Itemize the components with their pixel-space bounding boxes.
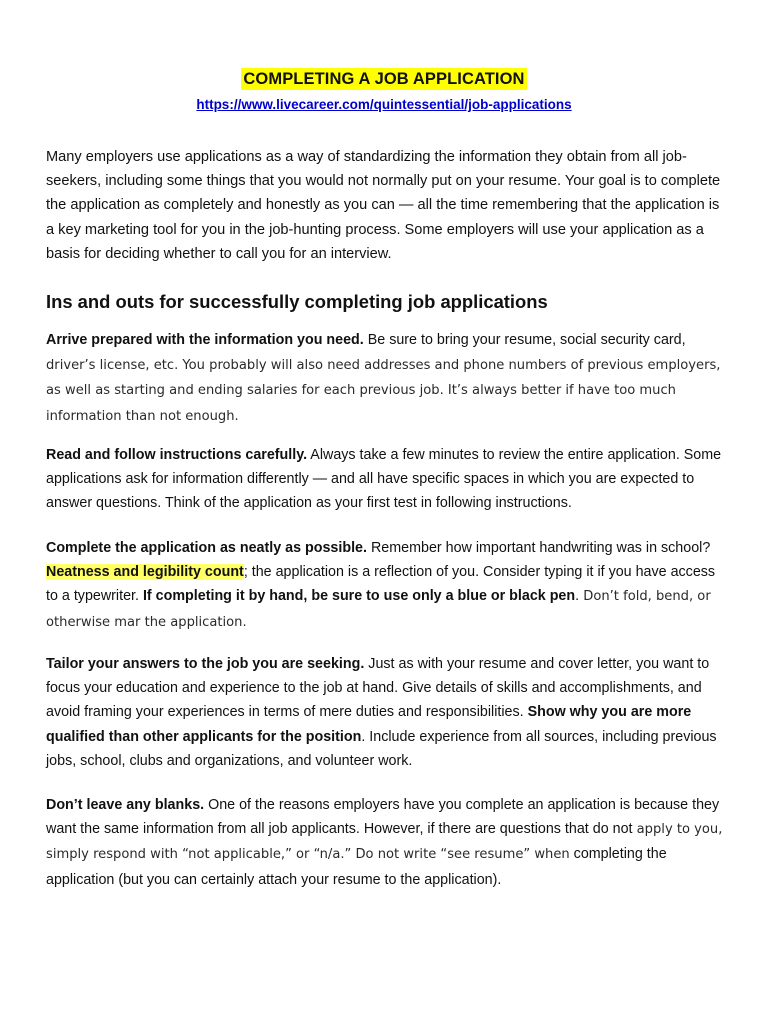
emphasis-text: Show why you are more qualified than other applicants for the position xyxy=(46,704,692,745)
tip-text: Remember how important handwriting was in school? xyxy=(366,540,711,556)
source-link-container xyxy=(0,96,768,114)
tip-text: Don’t fold, bend, or otherwise mar the application. xyxy=(46,589,711,630)
tip-paragraph-tailor xyxy=(46,652,730,773)
section-heading: Ins and outs for successfully completing job applications xyxy=(46,291,548,312)
tip-text: driver’s license, etc. You probably will also need addresses and phone numbers of previous employers, as well as starting and ending salaries for each previous job. It’s always better if have too much information than not enough. xyxy=(46,358,721,424)
source-link[interactable]: https://www.livecareer.com/quintessential/job-applications xyxy=(196,97,572,112)
tip-text: One of the reasons employers have you complete an application is because they want the same information from all job applicants. However, if there are questions that do not xyxy=(46,797,720,838)
tip-paragraph-prepared xyxy=(46,328,730,429)
tip-paragraph-blanks xyxy=(46,793,730,892)
intro-paragraph: Many employers use applications as a way of standardizing the information they obtain from all job-seekers, including some things that you would not normally put on your resume. Your goal is to complete the application as completely and honestly as you can — all the time remembering that the application is a key marketing tool for you in the job-hunting process. Some employers will use your application as a basis for deciding whether to call you for an interview. xyxy=(46,149,721,262)
tip-text: completing the application (but you can certainly attach your resume to the application). xyxy=(46,846,667,888)
tip-text: Just as with your resume and cover letter, you want to focus your education and experience to the job at hand. Give details of skills and accomplishments, and avoid framing your experiences in terms of mere duties and responsibilities. xyxy=(46,656,710,721)
tip-paragraph-instructions xyxy=(46,443,730,516)
tip-text: Be sure to bring your resume, social security card, xyxy=(363,332,686,348)
tip-text: . Include experience from all sources, including previous jobs, school, clubs and organizations, and volunteer work. xyxy=(46,728,717,769)
tip-lead: Don’t leave any blanks. xyxy=(46,797,205,813)
tip-lead: Tailor your answers to the job you are seeking. xyxy=(46,656,365,672)
document-title: COMPLETING A JOB APPLICATION xyxy=(243,70,525,88)
tip-text: Always take a few minutes to review the entire application. Some applications ask for information differently — and all have specific spaces in which you are expected to answer questions. Think of the application as your first test in following instructions. xyxy=(46,447,722,512)
tip-paragraph-neatly xyxy=(46,536,730,635)
tip-lead: Read and follow instructions carefully. xyxy=(46,447,308,463)
tip-lead: Arrive prepared with the information you need. xyxy=(46,332,364,348)
tip-text: apply to you, simply respond with “not applicable,” or “n/a.” Do not write “see resume” when xyxy=(46,822,723,863)
tip-text: . xyxy=(575,588,580,605)
tip-text: ; the application is a reflection of you. Consider typing it if you have access to a typewriter. xyxy=(46,564,716,605)
emphasis-text: If completing it by hand, be sure to use only a blue or black pen xyxy=(142,588,576,605)
title-container xyxy=(0,68,768,90)
highlighted-phrase: Neatness and legibility count xyxy=(46,564,244,581)
tip-lead: Complete the application as neatly as possible. xyxy=(46,540,367,556)
